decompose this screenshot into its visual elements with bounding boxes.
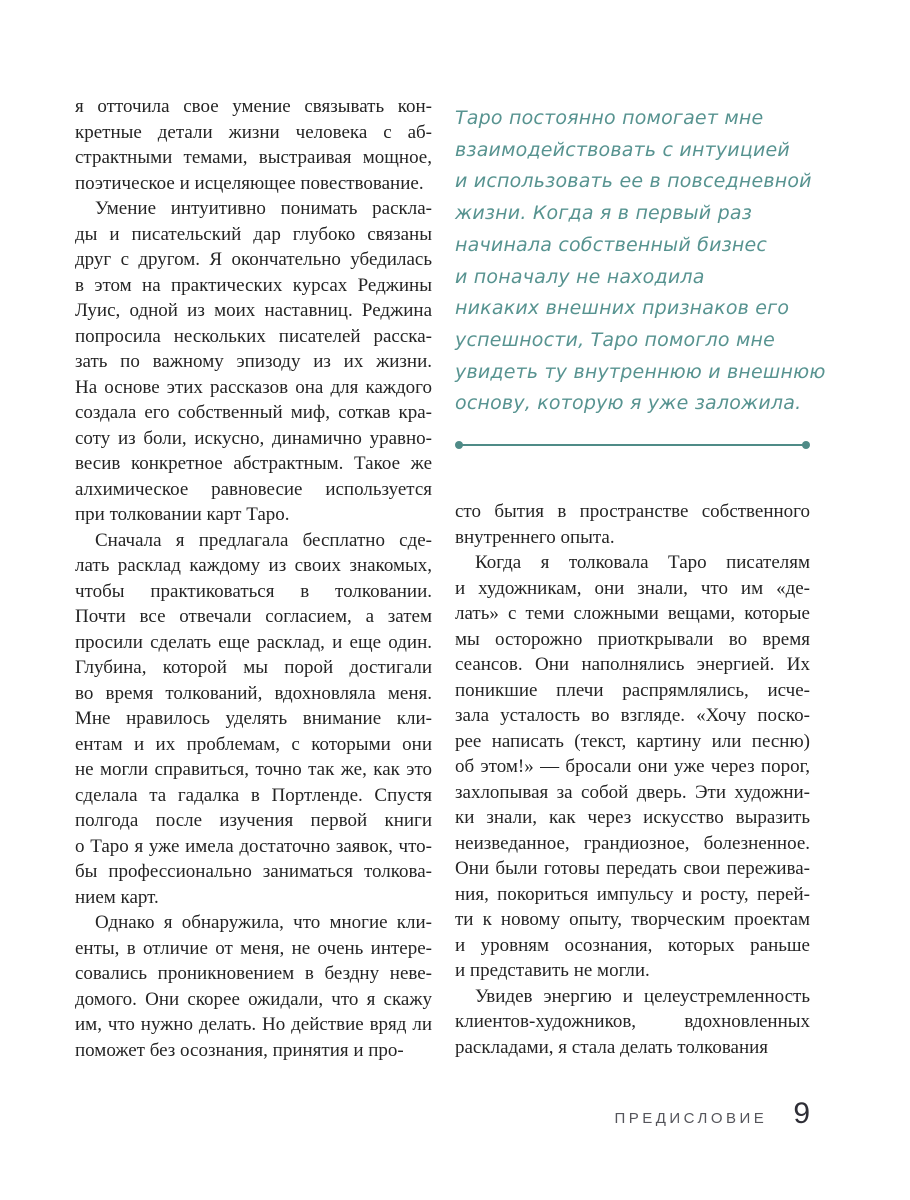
quote-line: и использовать ее в повседневной — [455, 170, 812, 193]
divider-rule — [462, 444, 803, 446]
text-line: полгода после изучения первой книги — [75, 810, 432, 831]
paragraph — [75, 196, 432, 528]
text-line: сто бытия в пространстве собственного — [455, 501, 810, 523]
text-line: Луис, одной из моих наставниц. Реджина — [75, 300, 432, 321]
text-line: ки знали, как через искусство выразить — [455, 807, 810, 829]
text-line: Почти все отвечали согласием, а затем — [75, 606, 432, 627]
paragraph — [75, 910, 432, 1063]
section-title: ПРЕДИСЛОВИЕ — [614, 1110, 768, 1127]
paragraph — [455, 984, 810, 1061]
right-column-body — [455, 499, 810, 1060]
pull-quote — [455, 103, 826, 420]
text-line: зала усталость во взгляде. «Хочу поско- — [455, 705, 810, 727]
quote-line: Таро постоянно помогает мне — [455, 107, 764, 129]
text-line: ти к новому опыту, творческим проектам — [455, 909, 810, 931]
quote-line: жизни. Когда я в первый раз — [455, 202, 753, 225]
quote-line: основу, которую я уже заложила. — [455, 392, 802, 415]
text-line: поможет без осознания, принятия и про- — [75, 1039, 404, 1061]
paragraph — [75, 94, 432, 196]
text-line: нием карт. — [75, 886, 159, 908]
paragraph — [455, 550, 810, 984]
quote-line: взаимодействовать с интуицией — [455, 138, 790, 161]
text-line: ния, покориться импульсу и росту, перей- — [455, 883, 810, 905]
page-number: 9 — [793, 1097, 810, 1130]
text-line: весив конкретное абстрактным. Такое же — [75, 453, 432, 474]
text-line: мы осторожно приоткрывали во время — [455, 628, 810, 650]
text-line: раскладами, я стала делать толкования — [455, 1036, 769, 1058]
text-line: бы профессионально заниматься толкова- — [75, 861, 432, 882]
text-line: страктными темами, выстраивая мощное, — [75, 147, 432, 168]
two-column-layout — [75, 94, 826, 1063]
text-line: На основе этих рассказов она для каждого — [75, 376, 432, 398]
text-line: и уровням осознания, которых раньше — [455, 934, 810, 956]
text-line: неизведанное, грандиозное, болезненное. — [455, 832, 810, 854]
page-footer — [614, 1097, 810, 1131]
text-line: поникшие плечи распрямлялись, исче- — [455, 679, 810, 701]
text-line: захлопывая за собой дверь. Эти художни- — [455, 781, 810, 803]
quote-line: увидеть ту внутреннюю и внешнюю — [455, 360, 826, 383]
text-line: поэтическое и исцеляющее повествование. — [75, 172, 424, 194]
text-line: совались проникновением в бездну неве- — [75, 963, 432, 984]
text-line: ентам и их проблемам, с которыми они — [75, 733, 432, 755]
text-line: Когда я толковала Таро писателям — [475, 552, 810, 574]
text-line: ды и писательский дар глубоко связаны — [75, 223, 432, 245]
left-column — [75, 94, 432, 1063]
text-line: Увидев энергию и целеустремленность — [475, 985, 810, 1007]
quote-line: никаких внешних признаков его — [455, 297, 790, 320]
paragraph — [455, 499, 810, 550]
text-line: соту из боли, искусно, динамично уравно- — [75, 427, 432, 449]
text-line: об этом!» — бросали они уже через порог, — [455, 756, 810, 778]
text-line: в этом на практических курсах Реджины — [75, 274, 432, 296]
text-line: Мне нравилось уделять внимание кли- — [75, 708, 432, 729]
text-line: им, что нужно делать. Но действие вряд ли — [75, 1014, 432, 1035]
text-line: сделала та гадалка в Портленде. Спустя — [75, 784, 432, 806]
text-line: домого. Они скорее ожидали, что я скажу — [75, 988, 432, 1010]
divider-dot-right — [802, 441, 810, 449]
text-line: создала его собственный миф, соткав кра- — [75, 402, 432, 423]
text-line: и художникам, они знали, что им «де- — [455, 577, 810, 599]
text-line: Умение интуитивно понимать раскла- — [95, 198, 432, 219]
paragraph — [75, 528, 432, 911]
text-line: чтобы практиковаться в толковании. — [75, 580, 432, 602]
text-line: попросила нескольких писателей расска- — [75, 325, 432, 347]
text-line: рее написать (текст, картину или песню) — [455, 730, 810, 752]
text-line: Однако я обнаружила, что многие кли- — [95, 912, 432, 933]
text-line: я отточила свое умение связывать кон- — [75, 96, 432, 117]
quote-line: начинала собственный бизнес — [455, 233, 768, 256]
text-line: во время толкований, вдохновляла меня. — [75, 682, 432, 704]
text-line: при толковании карт Таро. — [75, 504, 290, 525]
text-line: не могли справиться, точно так же, как это — [75, 759, 432, 780]
quote-line: успешности, Таро помогло мне — [455, 328, 775, 351]
text-line: и представить не могли. — [455, 960, 650, 982]
text-line: друг с другом. Я окончательно убедилась — [75, 249, 432, 270]
text-line: сеансов. Они наполнялись энергией. Их — [455, 654, 810, 676]
text-line: клиентов-художников, вдохновленных — [455, 1011, 810, 1033]
text-line: Сначала я предлагала бесплатно сде- — [95, 529, 432, 551]
text-line: лать» с теми сложными вещами, которые — [455, 603, 810, 625]
text-line: кретные детали жизни человека с аб- — [75, 121, 432, 143]
quote-divider — [455, 441, 810, 449]
text-line: енты, в отличие от меня, не очень интере- — [75, 937, 432, 959]
right-column — [455, 94, 826, 1063]
text-line: о Таро я уже имела достаточно заявок, что- — [75, 835, 432, 857]
text-line: внутреннего опыта. — [455, 526, 615, 548]
quote-line: и поначалу не находила — [455, 265, 705, 288]
text-line: просили сделать еще расклад, и еще один. — [75, 631, 432, 653]
text-line: зать по важному эпизоду из их жизни. — [75, 351, 432, 372]
text-line: лать расклад каждому из своих знакомых, — [75, 555, 432, 576]
text-line: Глубина, которой мы порой достигали — [75, 657, 432, 678]
text-line: алхимическое равновесие используется — [75, 478, 432, 500]
text-line: Они были готовы передать свои пережива- — [455, 858, 810, 880]
